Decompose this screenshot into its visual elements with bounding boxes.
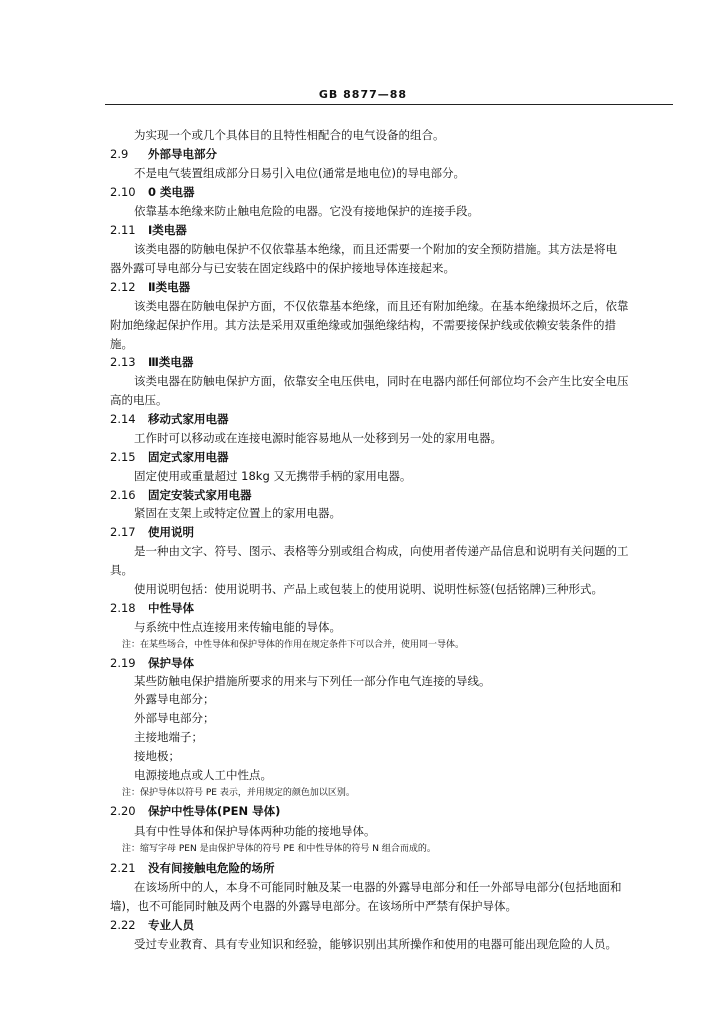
paragraph-line: 在该场所中的人，本身不可能同时触及某一电器的外露导电部分和任一外部导电部分(包括地面和: [134, 880, 622, 894]
paragraph-line: 该类电器的防触电保护不仅依靠基本绝缘，而且还需要一个附加的安全预防措施。其方法是将电: [134, 242, 617, 256]
clause-number: 2.19: [110, 656, 136, 670]
note-line: 注：保护导体以符号 PE 表示，并用规定的颜色加以区别。: [122, 788, 355, 798]
paragraph-line: 固定使用或重量超过 18kg 又无携带手柄的家用电器。: [134, 469, 412, 483]
clause-heading: [110, 655, 670, 671]
paragraph-continuation: 器外露可导电部分与已安装在固定线路中的保护接地导体连接起来。: [110, 261, 455, 275]
clause-term: 外部导电部分: [148, 147, 217, 161]
clause-number: 2.14: [110, 412, 136, 426]
clause-heading: [110, 524, 670, 540]
clause-term: 中性导体: [148, 601, 194, 615]
clause-heading: [110, 449, 670, 465]
clause-term: 0 类电器: [148, 185, 195, 199]
clause-term: Ⅰ类电器: [148, 223, 187, 237]
clause-heading: [110, 146, 670, 162]
paragraph-line: 工作时可以移动或在连接电源时能容易地从一处移到另一处的家用电器。: [134, 431, 502, 445]
paragraph-continuation: 附加绝缘起保护作用。其方法是采用双重绝缘或加强绝缘结构，不需要接保护线或依赖安装条件的措: [110, 318, 616, 332]
clause-number: 2.10: [110, 185, 136, 199]
clause-heading: [110, 222, 670, 238]
paragraph-line: 不是电气装置组成部分日易引入电位(通常是地电位)的导电部分。: [134, 166, 465, 180]
paragraph-line: 与系统中性点连接用来传输电能的导体。: [134, 620, 341, 634]
clause-number: 2.21: [110, 861, 136, 875]
note-line: 注：在某些场合，中性导体和保护导体的作用在规定条件下可以合并，使用同一导体。: [122, 640, 465, 650]
note-line: 注：缩写字母 PEN 是由保护导体的符号 PE 和中性导体的符号 N 组合而成的。: [122, 844, 436, 854]
clause-heading: [110, 411, 670, 427]
clause-number: 2.16: [110, 488, 136, 502]
paragraph-line: 具有中性导体和保护导体两种功能的接地导体。: [134, 824, 376, 838]
clause-number: 2.18: [110, 601, 136, 615]
clause-number: 2.9: [110, 147, 129, 161]
clause-heading: [110, 860, 670, 876]
clause-term: 没有间接触电危险的场所: [148, 861, 275, 875]
clause-number: 2.11: [110, 223, 136, 237]
paragraph-line: 外部导电部分；: [134, 711, 215, 725]
paragraph-continuation: 具。: [110, 563, 133, 577]
header-rule: [105, 104, 673, 105]
clause-term: 保护中性导体(PEN 导体): [148, 804, 281, 818]
clause-term: 保护导体: [148, 656, 194, 670]
paragraph-line: 外露导电部分；: [134, 692, 215, 706]
clause-number: 2.20: [110, 804, 136, 818]
paragraph-line: 某些防触电保护措施所要求的用来与下列任一部分作电气连接的导线。: [134, 674, 491, 688]
clause-term: 固定式家用电器: [148, 450, 229, 464]
clause-term: Ⅱ类电器: [148, 280, 191, 294]
paragraph-line: 电源接地点或人工中性点。: [134, 768, 272, 782]
clause-number: 2.22: [110, 918, 136, 932]
paragraph-line: 该类电器在防触电保护方面，不仅依靠基本绝缘，而且还有附加绝缘。在基本绝缘损坏之后，依靠: [134, 299, 629, 313]
standard-code-header: GB 8877—88: [318, 88, 408, 101]
clause-heading: [110, 354, 670, 370]
paragraph-continuation: 墙)，也不可能同时触及两个电器的外露导电部分。在该场所中严禁有保护导体。: [110, 899, 517, 913]
clause-term: Ⅲ类电器: [148, 355, 194, 369]
paragraph-continuation: 高的电压。: [110, 393, 168, 407]
clause-number: 2.17: [110, 525, 136, 539]
clause-heading: [110, 279, 670, 295]
paragraph-line: 接地极；: [134, 749, 180, 763]
paragraph-line: 该类电器在防触电保护方面，依靠安全电压供电，同时在电器内部任何部位均不会产生比安全电压: [134, 374, 629, 388]
paragraph-line: 主接地端子；: [134, 730, 203, 744]
clause-number: 2.12: [110, 280, 136, 294]
paragraph-line: 依靠基本绝缘来防止触电危险的电器。它没有接地保护的连接手段。: [134, 204, 479, 218]
clause-heading: [110, 803, 670, 819]
clause-term: 固定安装式家用电器: [148, 488, 252, 502]
clause-heading: [110, 487, 670, 503]
clause-number: 2.15: [110, 450, 136, 464]
clause-term: 使用说明: [148, 525, 194, 539]
clause-heading: [110, 600, 670, 616]
clause-heading: [110, 917, 670, 933]
paragraph-line: 使用说明包括：使用说明书、产品上或包装上的使用说明、说明性标签(包括铭牌)三种形式。: [134, 582, 603, 596]
paragraph-line: 紧固在支架上或特定位置上的家用电器。: [134, 506, 341, 520]
clause-term: 专业人员: [148, 918, 194, 932]
clause-heading: [110, 184, 670, 200]
paragraph-line: 受过专业教育、具有专业知识和经验，能够识别出其所操作和使用的电器可能出现危险的人员。: [134, 937, 617, 951]
clause-term: 移动式家用电器: [148, 412, 229, 426]
paragraph-line: 为实现一个或几个具体目的且特性相配合的电气设备的组合。: [134, 128, 445, 142]
paragraph-continuation: 施。: [110, 337, 133, 351]
paragraph-line: 是一种由文字、符号、图示、表格等分别或组合构成，向使用者传递产品信息和说明有关问题的工: [134, 544, 629, 558]
clause-number: 2.13: [110, 355, 136, 369]
